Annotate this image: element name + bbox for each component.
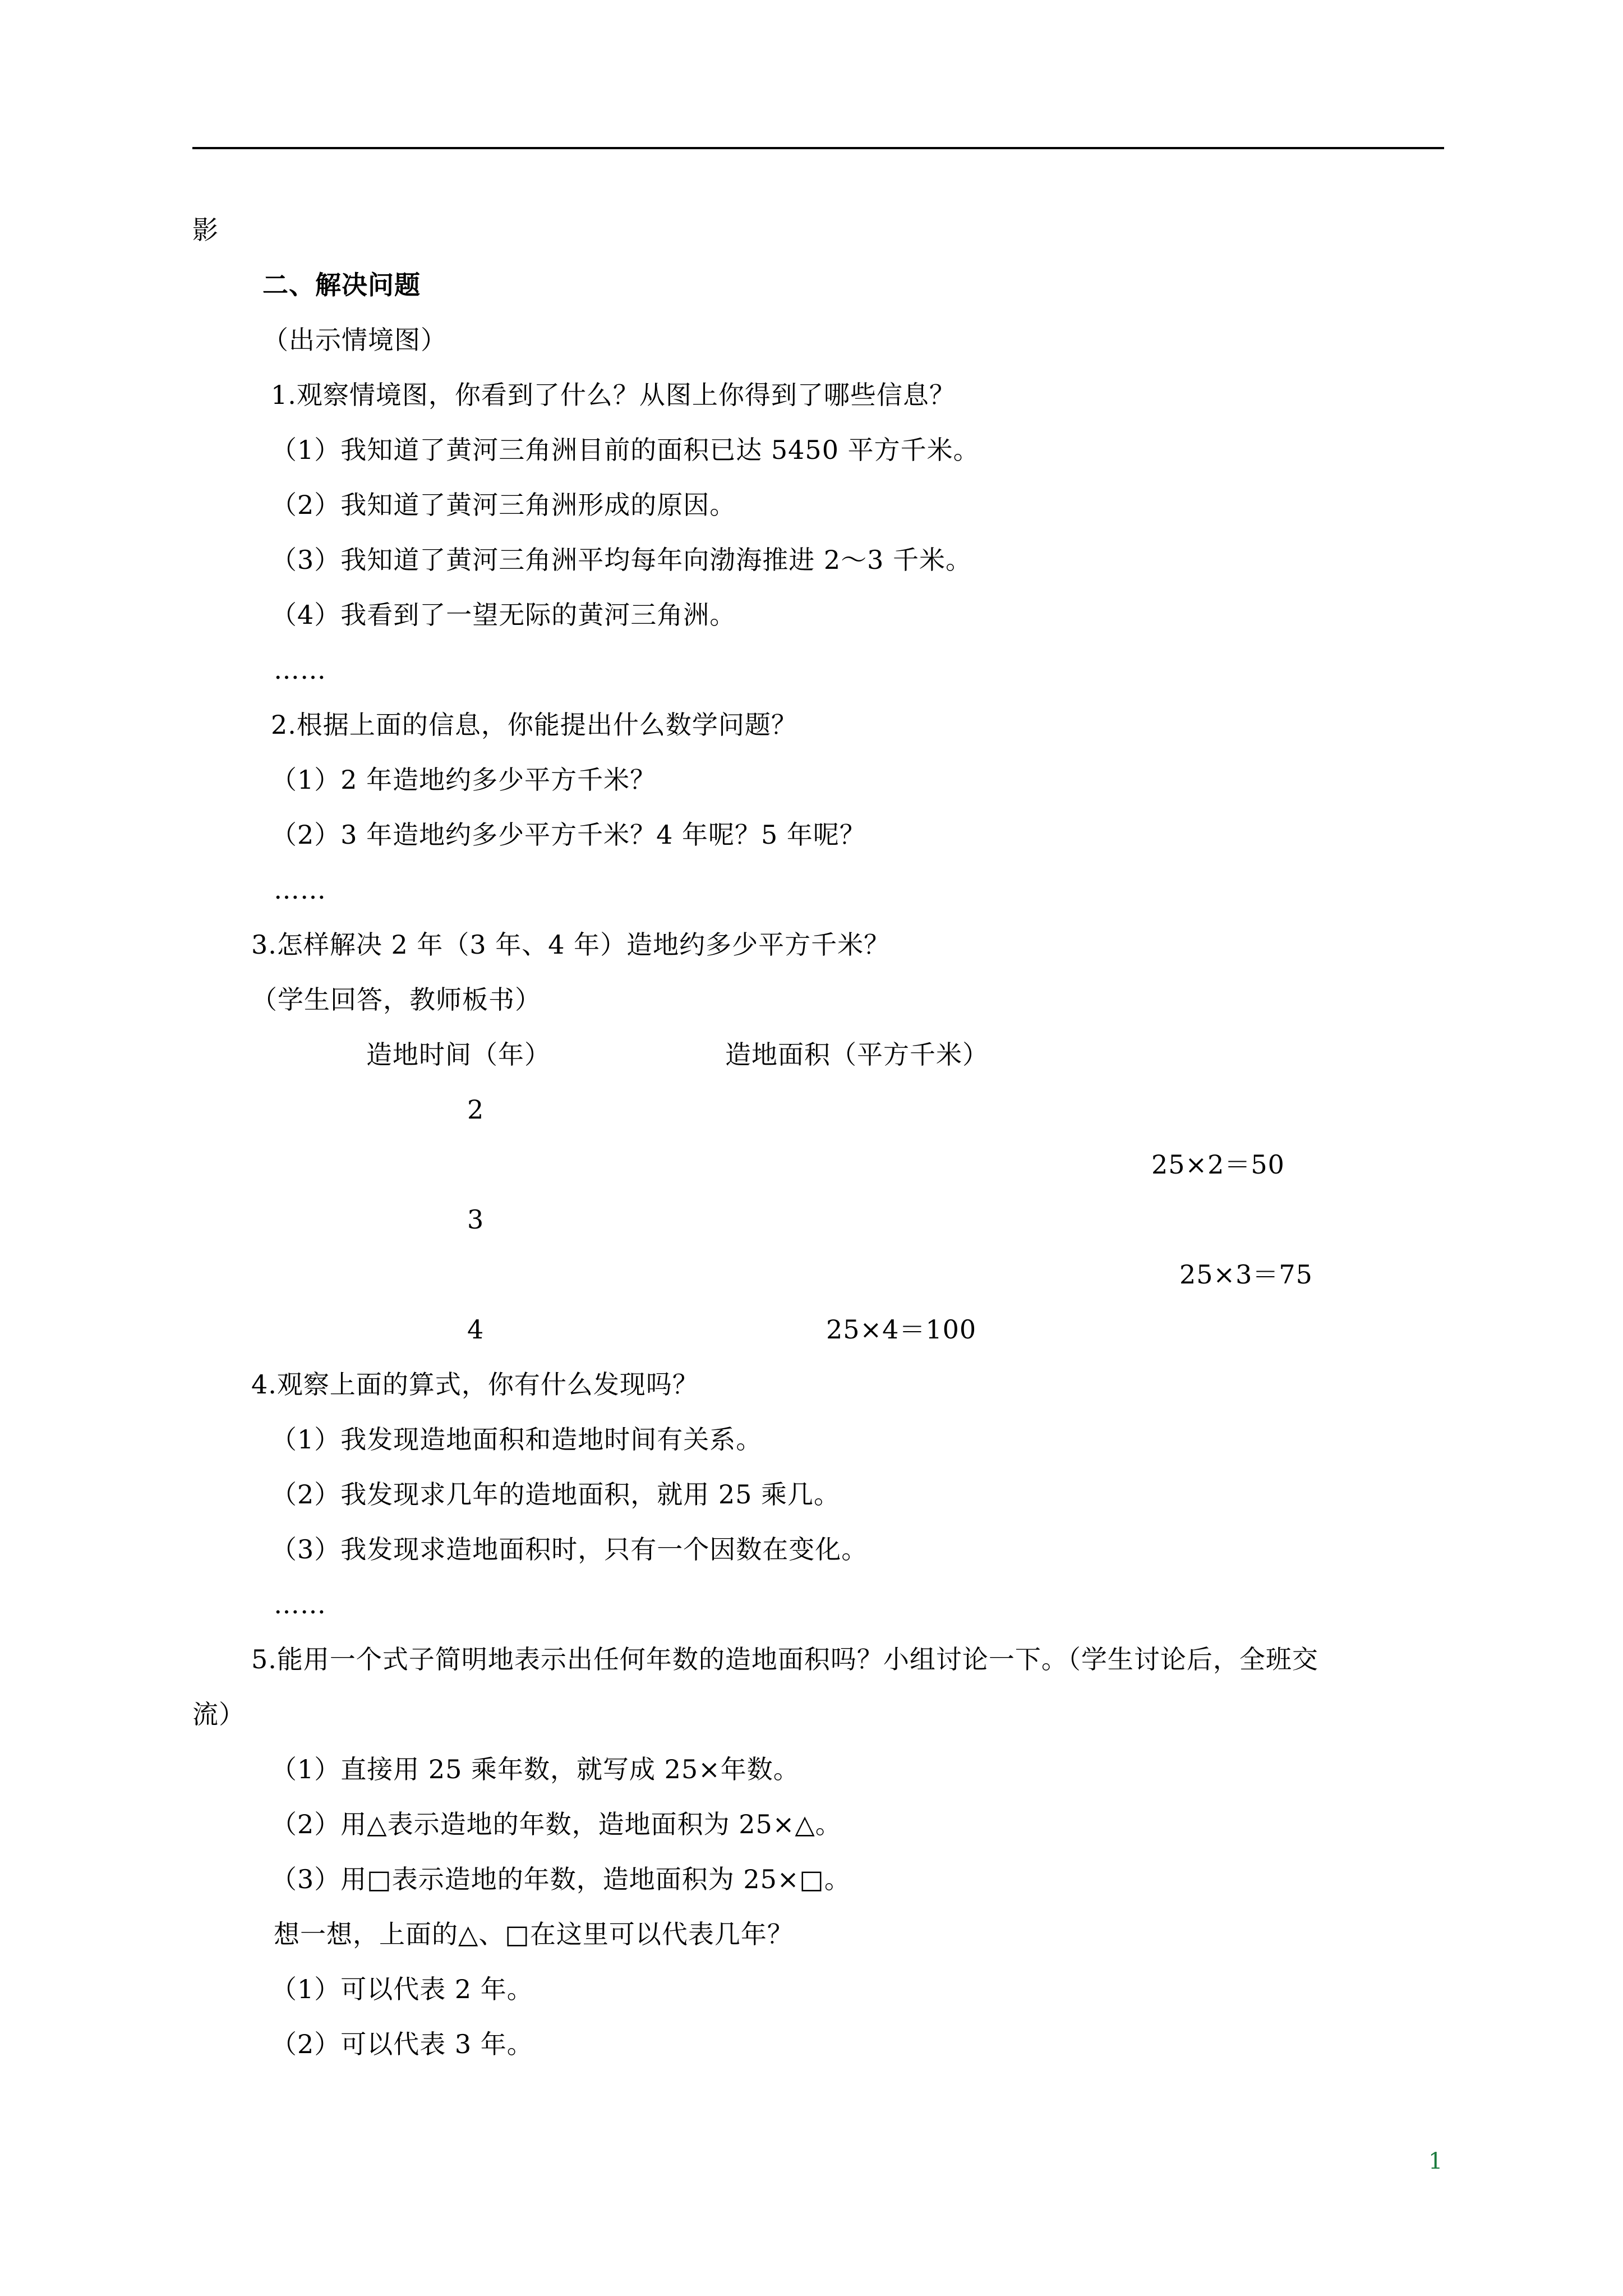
page-number: 1 xyxy=(1428,2148,1443,2174)
q5-think-prompt: 想一想，上面的△、□在这里可以代表几年？ xyxy=(274,1919,794,1949)
question-3: 3.怎样解决 2 年（3 年、4 年）造地约多少平方千米？ xyxy=(251,930,891,960)
situation-note: （出示情境图） xyxy=(262,325,447,355)
q1-answer-1: （1）我知道了黄河三角洲目前的面积已达 5450 平方千米。 xyxy=(271,435,980,465)
table-year-2: 2 xyxy=(467,1094,485,1125)
q4-answer-3: （3）我发现求造地面积时，只有一个因数在变化。 xyxy=(271,1534,868,1565)
q2-answer-1: （1）2 年造地约多少平方千米？ xyxy=(271,765,657,795)
q3-note: （学生回答，教师板书） xyxy=(251,984,541,1015)
question-5-line-2: 流） xyxy=(192,1699,245,1729)
table-year-3: 3 xyxy=(467,1204,485,1235)
table-header-area: 造地面积（平方千米） xyxy=(725,1039,989,1070)
q1-ellipsis: …… xyxy=(274,655,326,685)
continuation-text: 影 xyxy=(192,215,219,245)
question-4: 4.观察上面的算式，你有什么发现吗？ xyxy=(251,1369,699,1400)
section-heading: 二、解决问题 xyxy=(262,270,421,300)
question-5-line-1: 5.能用一个式子简明地表示出任何年数的造地面积吗？小组讨论一下。（学生讨论后，全班交 xyxy=(251,1644,1318,1674)
q5-answer-2: （2）用△表示造地的年数，造地面积为 25×△。 xyxy=(271,1809,842,1839)
q1-answer-4: （4）我看到了一望无际的黄河三角洲。 xyxy=(271,600,736,630)
q5-think-answer-1: （1）可以代表 2 年。 xyxy=(271,1974,533,2004)
header-rule xyxy=(192,147,1444,149)
table-year-4: 4 xyxy=(467,1314,485,1345)
table-formula-4: 25×4＝100 xyxy=(826,1314,977,1345)
table-formula-2: 25×2＝50 xyxy=(1151,1149,1285,1180)
question-1: 1.观察情境图，你看到了什么？从图上你得到了哪些信息？ xyxy=(271,380,956,410)
q1-answer-3: （3）我知道了黄河三角洲平均每年向渤海推进 2～3 千米。 xyxy=(271,545,972,575)
q4-ellipsis: …… xyxy=(274,1589,326,1619)
table-header-time: 造地时间（年） xyxy=(366,1039,551,1070)
q5-think-answer-2: （2）可以代表 3 年。 xyxy=(271,2029,533,2059)
q4-answer-1: （1）我发现造地面积和造地时间有关系。 xyxy=(271,1424,763,1455)
q2-ellipsis: …… xyxy=(274,875,326,905)
question-2: 2.根据上面的信息，你能提出什么数学问题？ xyxy=(271,710,797,740)
q5-answer-3: （3）用□表示造地的年数，造地面积为 25×□。 xyxy=(271,1864,851,1894)
q4-answer-2: （2）我发现求几年的造地面积，就用 25 乘几。 xyxy=(271,1479,841,1510)
q2-answer-2: （2）3 年造地约多少平方千米？4 年呢？5 年呢？ xyxy=(271,820,866,850)
table-formula-3: 25×3＝75 xyxy=(1179,1259,1313,1290)
q5-answer-1: （1）直接用 25 乘年数，就写成 25×年数。 xyxy=(271,1754,800,1784)
q1-answer-2: （2）我知道了黄河三角洲形成的原因。 xyxy=(271,490,736,520)
